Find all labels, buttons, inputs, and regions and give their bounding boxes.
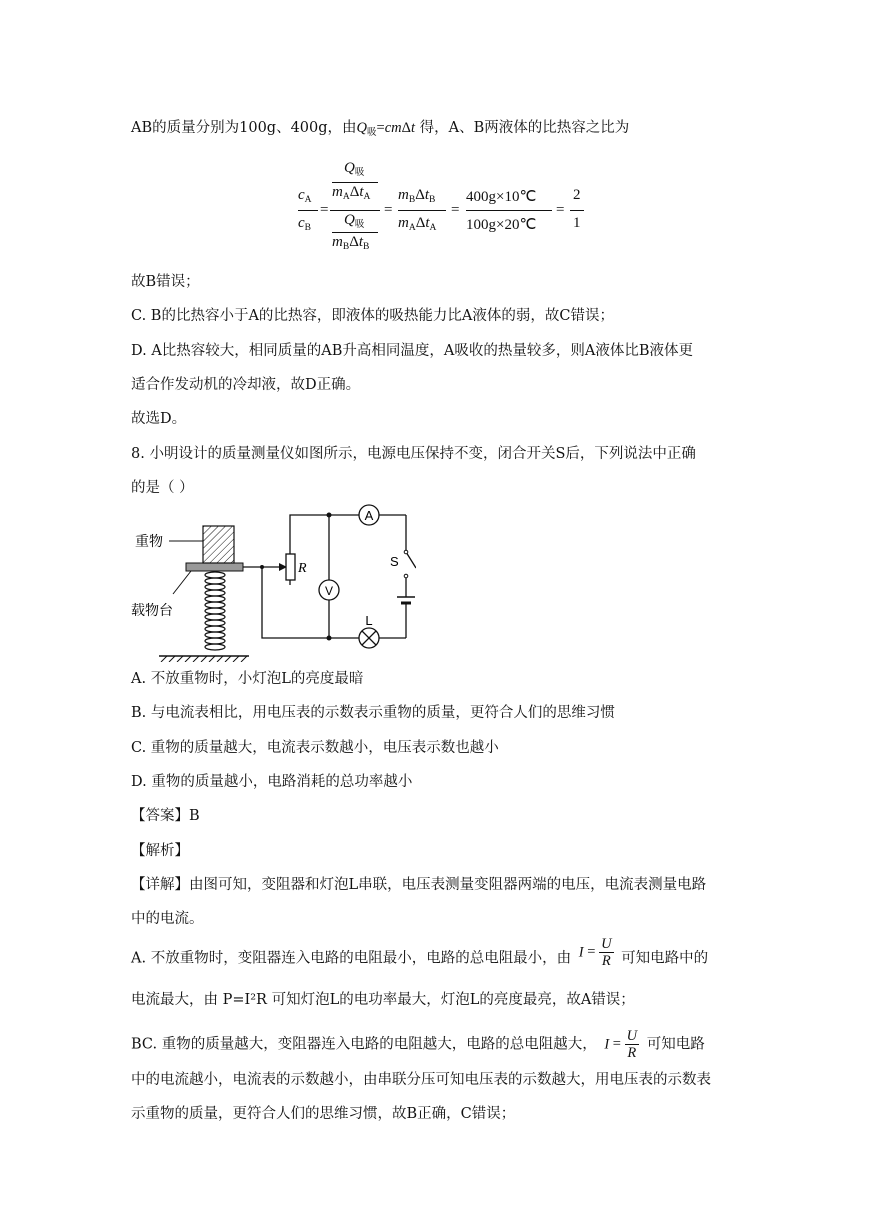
weight-label: 重物 xyxy=(135,534,163,550)
val-den: 100g×20℃ xyxy=(466,217,537,233)
detail-line-a: 【详解】由图可知，变阻器和灯泡L串联，电压表测量变阻器两端的电压，电流表测量电路 xyxy=(131,877,707,893)
lhs-den: $c_B$ xyxy=(298,215,312,233)
big-num-bot: $m_A\Delta t_A$ xyxy=(332,184,371,202)
text-line-4: D. A比热容较大，相同质量的AB升高相同温度，A吸收的热量较多，则A液体比B液体更 xyxy=(131,343,694,359)
line-1-text: AB的质量分别为100g、400g，由 xyxy=(131,120,357,136)
question-8-line-b: 的是（ ） xyxy=(131,480,194,496)
text-line-3: C. B的比热容小于A的比热容，即液体的吸热能力比A液体的弱，故C错误； xyxy=(131,308,614,324)
ohm-formula-bc: I = $\frac{U}{R}$ xyxy=(604,1028,638,1061)
big-num-top: $Q_吸$ xyxy=(344,160,365,178)
svg-text:V: V xyxy=(324,584,334,598)
explain-bc-line-1: BC. 重物的质量越大，变阻器连入电路的电阻越大，电路的总电阻越大， I = $\frac{U}{R}$ 可知电路 xyxy=(131,1028,705,1061)
res-num: 2 xyxy=(573,187,581,203)
analysis-heading: 【解析】 xyxy=(131,843,189,859)
answer: 【答案】B xyxy=(131,808,200,824)
text-line-1 xyxy=(131,118,629,143)
explain-a-line-1: A. 不放重物时，变阻器连入电路的电阻最小，电路的总电阻最小，由 I = $\frac{U}{R}$ 可知电路中的 xyxy=(131,936,709,969)
explain-bc-line-3: 示重物的质量，更符合人们的思维习惯，故B正确，C错误； xyxy=(131,1106,516,1122)
option-b: B. 与电流表相比，用电压表的示数表示重物的质量，更符合人们的思维习惯 xyxy=(131,705,615,721)
spring xyxy=(205,572,225,650)
text-line-5: 适合作发动机的冷却液，故D正确。 xyxy=(131,377,361,393)
mid-num: $m_B\Delta t_B$ xyxy=(398,187,436,205)
res-den: 1 xyxy=(573,215,581,231)
text-line-2: 故B错误； xyxy=(131,274,200,290)
val-num: 400g×10℃ xyxy=(466,189,537,205)
heat-formula: $Q_吸=cm\Delta t$ xyxy=(356,120,416,138)
resistor xyxy=(286,554,295,580)
platform-label: 载物台 xyxy=(131,603,173,619)
resistor-label: R xyxy=(298,561,307,576)
lhs-num: $c_A$ xyxy=(298,187,312,205)
text-line-6: 故选D。 xyxy=(131,411,187,427)
svg-text:A: A xyxy=(364,508,374,523)
circuit-diagram xyxy=(131,500,416,662)
svg-text:S: S xyxy=(390,554,399,569)
big-den-bot: $m_B\Delta t_B$ xyxy=(332,234,370,252)
specific-heat-equation: $c_A$ $c_B$ = $Q_吸$ $m_A\Delta t_A$ $Q_吸$ $m_B\Delta t_B$ = $m_B\Delta t_B$ $m_A\Delta t_A$ = 400g×10℃ 100g×20℃ = 2 1 xyxy=(298,160,608,256)
platform xyxy=(186,563,243,571)
detail-line-b: 中的电流。 xyxy=(131,911,204,927)
line-1-tail: 得，A、B两液体的比热容之比为 xyxy=(419,120,630,136)
weight-block xyxy=(203,526,234,563)
explain-bc-line-2: 中的电流越小，电流表的示数越小，由串联分压可知电压表的示数越大，用电压表的示数表 xyxy=(131,1072,711,1088)
option-c: C. 重物的质量越大，电流表示数越小，电压表示数也越小 xyxy=(131,740,499,756)
mid-den: $m_A\Delta t_A$ xyxy=(398,215,437,233)
svg-text:L: L xyxy=(365,613,373,628)
ohm-formula-a: I = $\frac{U}{R}$ xyxy=(578,936,612,969)
explain-a-line-2: 电流最大，由 P=I²R 可知灯泡L的电功率最大，灯泡L的亮度最亮，故A错误； xyxy=(131,992,635,1008)
option-d: D. 重物的质量越小，电路消耗的总功率越小 xyxy=(131,774,413,790)
option-a: A. 不放重物时，小灯泡L的亮度最暗 xyxy=(131,671,364,687)
question-8-line-a: 8. 小明设计的质量测量仪如图所示，电源电压保持不变，闭合开关S后，下列说法中正确 xyxy=(131,446,696,462)
big-den-top: $Q_吸$ xyxy=(344,212,365,230)
switch xyxy=(406,552,416,568)
